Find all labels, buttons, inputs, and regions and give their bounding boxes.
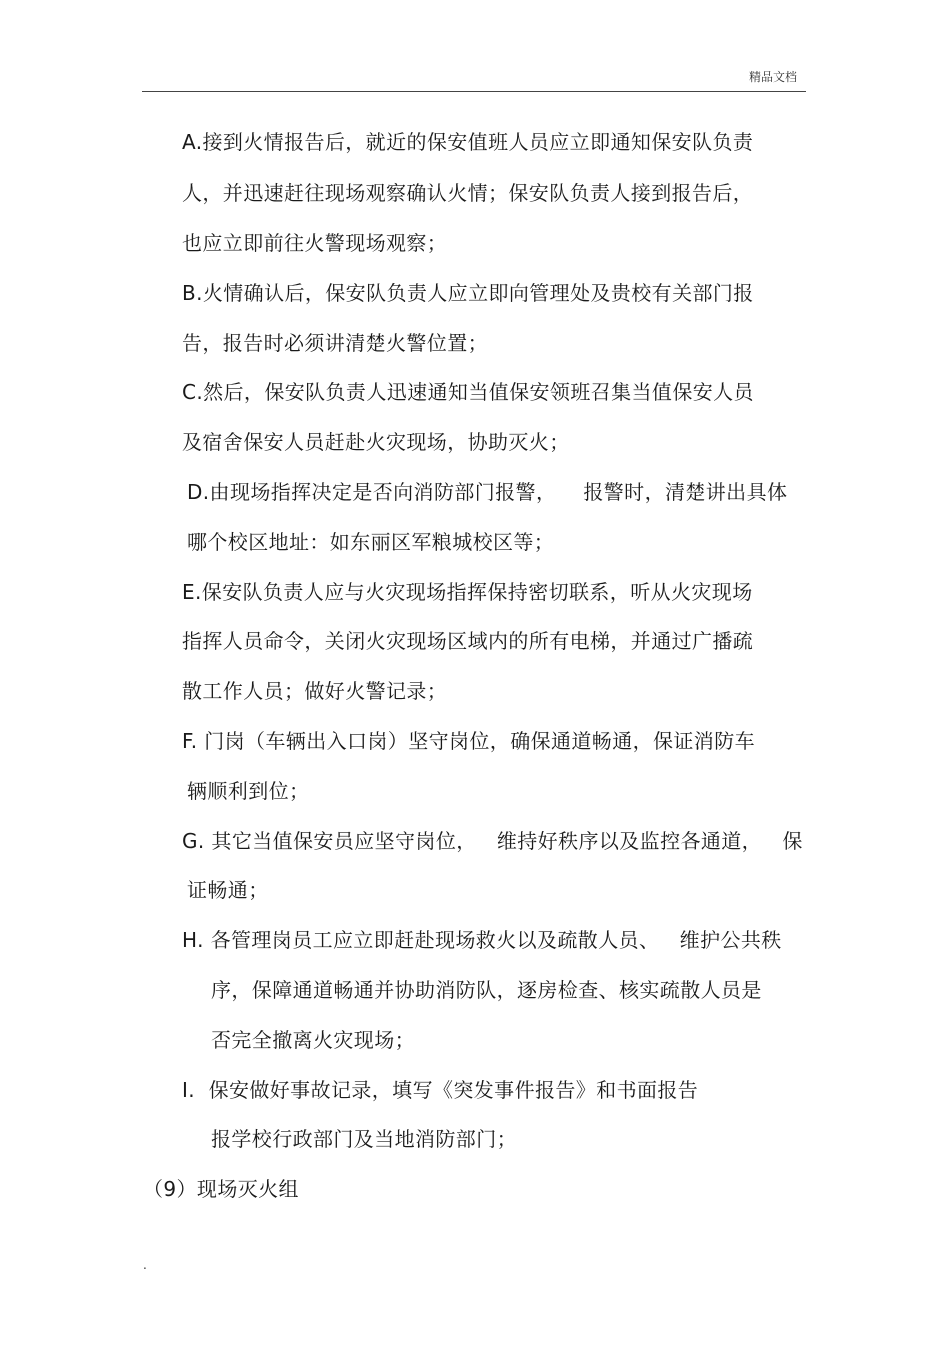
text-line: F. 门岗（车辆出入口岗）坚守岗位，确保通道畅通，保证消防车 — [182, 729, 756, 753]
text-line: 及宿舍保安人员赶赴火灾现场，协助灭火； — [182, 430, 570, 454]
text-line: E.保安队负责人应与火灾现场指挥保持密切联系，听从火灾现场 — [182, 580, 753, 604]
text-line: 报学校行政部门及当地消防部门； — [211, 1127, 517, 1151]
text-line: B.火情确认后，保安队负责人应立即向管理处及贵校有关部门报 — [182, 281, 754, 305]
text-line: 也应立即前往火警现场观察； — [182, 231, 448, 255]
text-line: 指挥人员命令，关闭火灾现场区域内的所有电梯，并通过广播疏 — [182, 629, 754, 653]
text-line: 序，保障通道畅通并协助消防队，逐房检查、核实疏散人员是 — [211, 978, 762, 1002]
text-line: D.由现场指挥决定是否向消防部门报警， 报警时，清楚讲出具体 — [187, 480, 788, 504]
header-label: 精品文档 — [749, 70, 798, 84]
text-line: 否完全撤离火灾现场； — [211, 1028, 415, 1052]
text-line: H. 各管理岗员工应立即赶赴现场救火以及疏散人员、 维护公共秩 — [182, 928, 782, 952]
text-line: 散工作人员；做好火警记录； — [182, 679, 448, 703]
header-rule — [142, 91, 806, 92]
text-line: 哪个校区地址：如东丽区军粮城校区等； — [187, 530, 555, 554]
footer-mark: . — [143, 1258, 147, 1272]
text-line: C.然后，保安队负责人迅速通知当值保安领班召集当值保安人员 — [182, 380, 754, 404]
text-line: 证畅通； — [187, 878, 269, 902]
text-line: 告，报告时必须讲清楚火警位置； — [182, 331, 488, 355]
section-heading: （9）现场灭火组 — [143, 1177, 299, 1201]
text-line: I. 保安做好事故记录，填写《突发事件报告》和书面报告 — [182, 1078, 699, 1102]
text-line: A.接到火情报告后，就近的保安值班人员应立即通知保安队负责 — [182, 130, 754, 154]
text-line: 辆顺利到位； — [187, 779, 310, 803]
text-line: G. 其它当值保安员应坚守岗位， 维持好秩序以及监控各通道， 保 — [182, 829, 803, 853]
text-line: 人，并迅速赶往现场观察确认火情；保安队负责人接到报告后， — [182, 181, 754, 205]
